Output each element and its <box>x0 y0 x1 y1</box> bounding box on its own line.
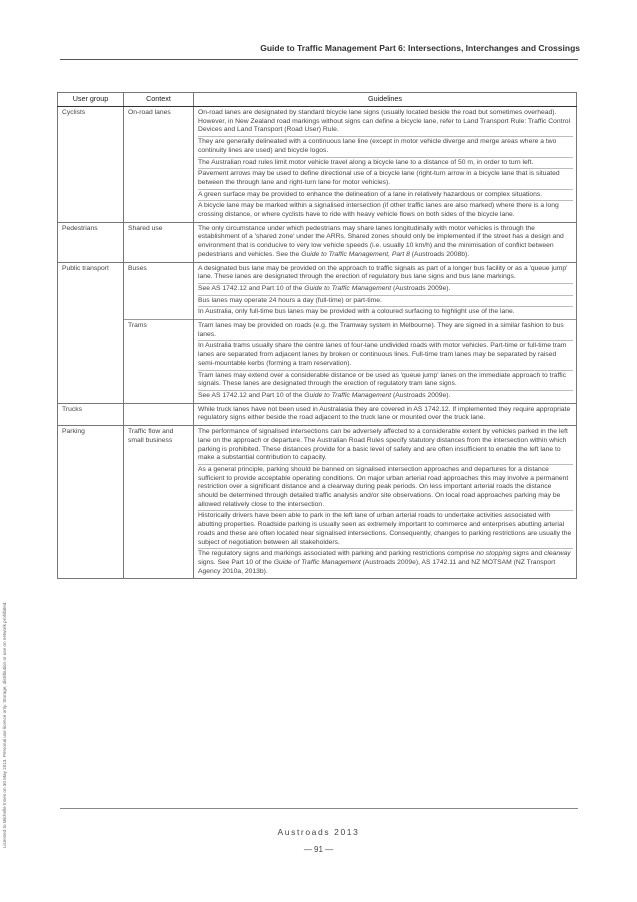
column-header-context: Context <box>124 93 194 107</box>
guideline-item <box>198 285 573 296</box>
table-row-pedestrians <box>58 222 577 262</box>
guideline-item: They are generally delineated with a continuous lane line (except in motor vehicle diverge and merge areas where a two continuity lines are used) and bicycle logos. <box>198 138 573 157</box>
publication-title: Guide of Traffic Management <box>273 558 361 566</box>
footer-divider <box>60 808 578 809</box>
cell-guidelines <box>194 403 577 425</box>
guideline-item: In Australia trams usually share the centre lanes of four-lane undivided roads with motor vehicles. Part-time or full-time tram lanes are separated from adjacent lanes by broken or continuous lines. Full-time tram lanes may be separated by raised semi-mountable kerbs (forming a tram reservation). <box>198 342 573 370</box>
guideline-text: See AS 1742.12 and Part 10 of the <box>198 391 305 399</box>
publication-title: Guide to Traffic Management <box>304 391 392 399</box>
table-row-trucks <box>58 403 577 425</box>
column-header-guidelines: Guidelines <box>194 93 577 107</box>
table-header-row <box>58 93 577 107</box>
guideline-item <box>198 392 573 402</box>
guideline-item: A designated bus lane may be provided on the approach to traffic signals as part of a longer bus facility or as a 'queue jump' lane. These lanes are designated through the erection of regulatory bus lane signs and bus lane markings. <box>198 265 573 284</box>
licence-watermark: Licensed to Michelle Innes on 30 May 2013. Personal use licence only. Storage, distribution or use on network prohibited. <box>2 601 7 848</box>
guideline-item: Bus lanes may operate 24 hours a day (full-time) or part-time. <box>198 297 573 308</box>
cell-context: Buses <box>124 262 194 320</box>
cell-guidelines <box>194 426 577 579</box>
cell-context: On-road lanes <box>124 107 194 223</box>
guideline-text: (Austroads 2009e). <box>391 284 451 292</box>
cell-context <box>124 403 194 425</box>
cell-context: Traffic flow and small business <box>124 426 194 579</box>
guideline-text: The regulatory signs and markings associated with parking and parking restrictions comprise <box>198 550 477 558</box>
guideline-item: A bicycle lane may be marked within a signalised intersection (if other traffic lanes are also marked) where there is a long crossing distance, or where cyclists have to ride with heavy vehicle flows on both sides of the bicycle lane. <box>198 202 559 219</box>
sign-name: clearway <box>543 550 571 558</box>
table-row-public-transport-trams <box>58 320 577 404</box>
column-header-user-group: User group <box>58 93 124 107</box>
publication-title: Guide to Traffic Management, Part 8 <box>301 250 410 258</box>
cell-user-group: Cyclists <box>58 107 124 223</box>
guideline-item <box>198 550 573 577</box>
table-row-cyclists <box>58 107 577 223</box>
guidelines-table <box>57 92 577 579</box>
guideline-item: As a general principle, parking should be banned on signalised intersection approaches and departures for a distance sufficient to provide acceptable operating conditions. On major urban arterial road approaches this may involve a permanent restriction over a significant distance and a clearway during peak periods. On less important arterial roads the distance should be determined through detailed traffic analysis and/or site observations. On local road approaches parking may be allowed relatively close to the intersection. <box>198 466 573 512</box>
guideline-text: signs. See Part 10 of the <box>198 558 274 566</box>
guideline-item <box>198 225 573 261</box>
guideline-item: Historically drivers have been able to park in the left lane of urban arterial roads to undertake activities associated with abutting properties. Roadside parking is usually seen as extremely important to commerce and enterprises abutting arterial roads and these are often located near signalised intersections. Consequently, changes to parking restrictions are usually the subject of negotiation between all stakeholders. <box>198 512 573 549</box>
cell-user-group: Trucks <box>58 403 124 425</box>
guideline-item: In Australia, only full-time bus lanes may be provided with a coloured surfacing to highlight use of the lane. <box>198 308 515 316</box>
header-divider <box>60 59 578 60</box>
table-row-public-transport-buses <box>58 262 577 320</box>
cell-context: Trams <box>124 320 194 404</box>
cell-user-group: Parking <box>58 426 124 579</box>
guideline-item: Tram lanes may be provided on roads (e.g. the Tramway system in Melbourne). They are signed in a similar fashion to bus lanes. <box>198 322 573 341</box>
running-header-title: Guide to Traffic Management Part 6: Intersections, Interchanges and Crossings <box>260 43 580 53</box>
cell-user-group: Public transport <box>58 262 124 403</box>
cell-guidelines <box>194 262 577 320</box>
guideline-item: Tram lanes may extend over a considerable distance or be used as 'queue jump' lanes on the immediate approach to traffic signals. These lanes are designated through the erection of regulatory tram lane signs. <box>198 372 573 391</box>
guideline-item: Pavement arrows may be used to define directional use of a bicycle lane (right-turn arrow in a bicycle lane that is situated between the through lane and right-turn lane for motor vehicles). <box>198 170 573 189</box>
publication-title: Guide to Traffic Management <box>304 284 392 292</box>
guideline-text: (Austroads 2009e). <box>391 391 451 399</box>
footer-publisher: Austroads 2013 <box>277 827 360 837</box>
table-row-parking <box>58 426 577 579</box>
sign-name: no stopping <box>476 550 512 558</box>
cell-guidelines <box>194 222 577 262</box>
guideline-item: The Australian road rules limit motor vehicle travel along a bicycle lane to a distance of 50 m, in order to turn left. <box>198 159 573 170</box>
guideline-text: (Austroads 2009e), AS 1742.11 and NZ MOTSAM (NZ Transport Agency 2010a, 2013b). <box>198 558 556 575</box>
guideline-text: (Austroads 2008b). <box>409 250 470 258</box>
page-number: — 91 — <box>303 845 334 854</box>
guideline-item: On-road lanes are designated by standard bicycle lane signs (usually located beside the road but sometimes overhead). However, in New Zealand road markings without signs can define a bicycle lane, refer to Land Transport Rule: Traffic Control Devices and Land Transport (Road User) Rule. <box>198 109 573 137</box>
guideline-item: A green surface may be provided to enhance the delineation of a lane in relatively hazardous or complex situations. <box>198 191 573 202</box>
cell-user-group: Pedestrians <box>58 222 124 262</box>
guideline-text: See AS 1742.12 and Part 10 of the <box>198 284 305 292</box>
guideline-item: The performance of signalised intersections can be adversely affected to a considerable extent by vehicles parked in the left lane on the approach or departure. The Australian Road Rules specify statutory distances from the intersection within which parking is prohibited. These distances provide for a basic level of safety and are often insufficient to enable the left lane to make a substantial contribution to capacity. <box>198 428 573 465</box>
guideline-text: signs and <box>511 550 544 558</box>
cell-context: Shared use <box>124 222 194 262</box>
guideline-text: The only circumstance under which pedestrians may share lanes longitudinally with motor vehicles is through the establishment of a 'shared zone' under the ARRs. Shared zones should only be implemented if the street has a design and environment that is conducive to very low vehicle speeds (i.e. usually 10 km/h) and the minimisation of conflict between pedestrians and vehicles. See the <box>198 224 564 258</box>
cell-guidelines <box>194 320 577 404</box>
guideline-item: While truck lanes have not been used in Australasia they are covered in AS 1742.12. If implemented they require appropriate regulatory signs either beside the road adjacent to the truck lane or mounted over the truck lane. <box>198 405 571 422</box>
cell-guidelines <box>194 107 577 223</box>
